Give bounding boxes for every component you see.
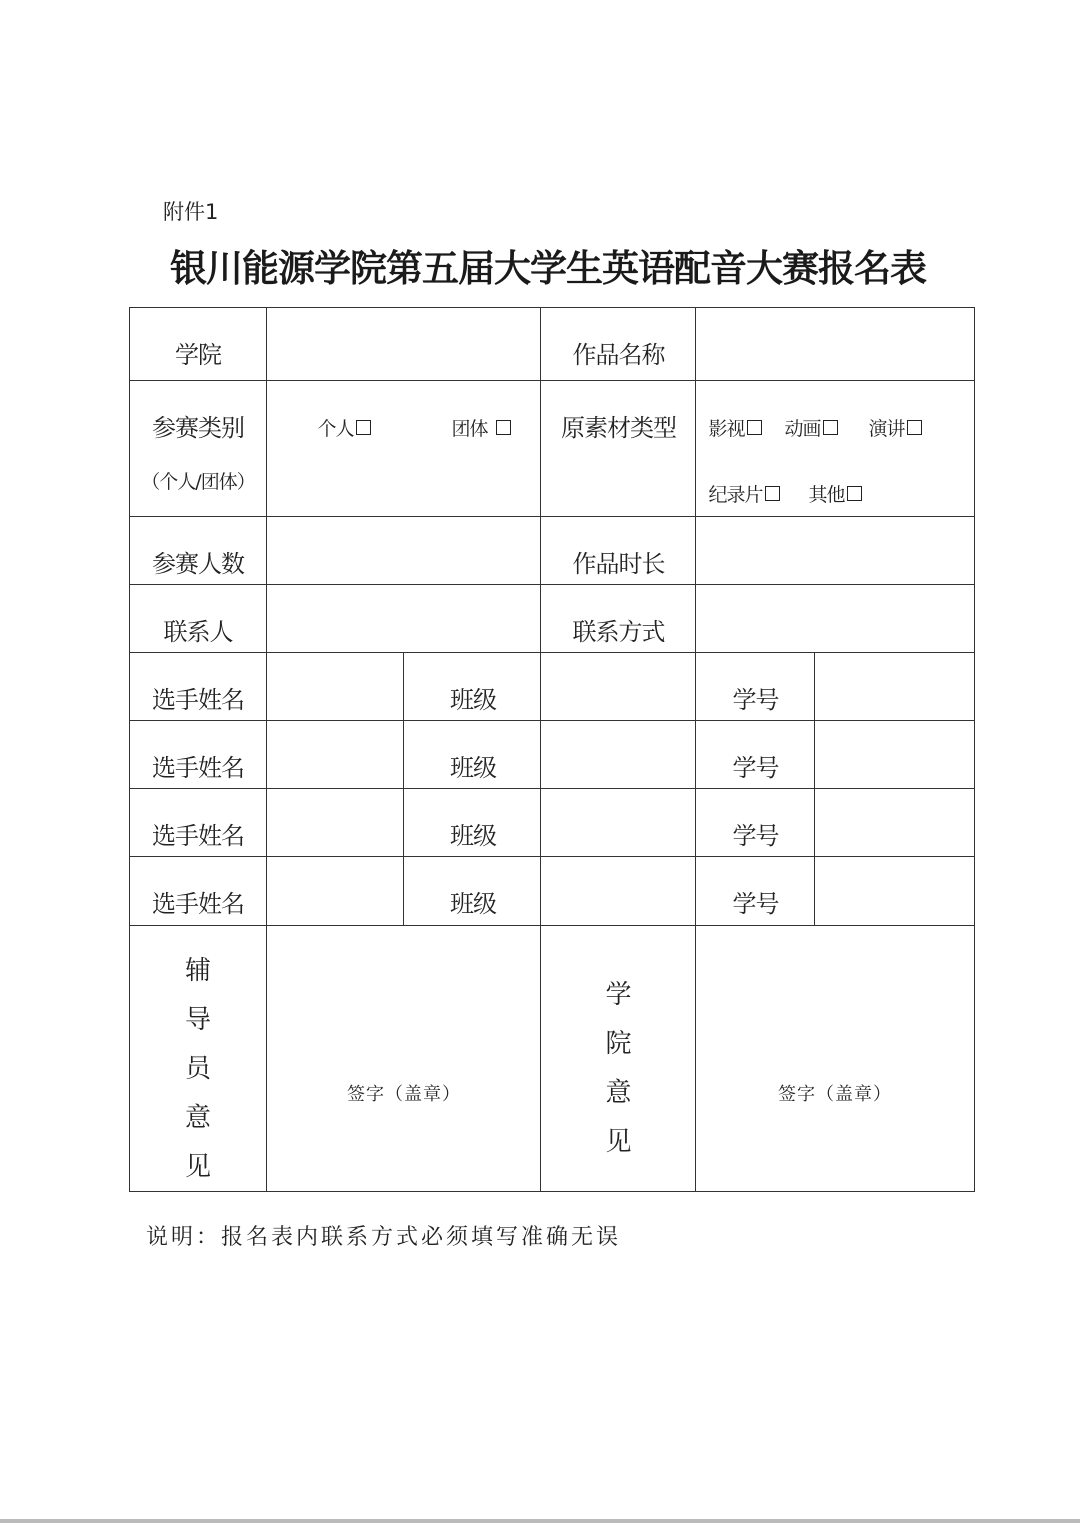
college-opinion-area[interactable] xyxy=(697,927,973,1190)
form-note: 说明：报名表内联系方式必须填写准确无误 xyxy=(146,1225,622,1250)
category-hint: （个人/团体） xyxy=(141,470,255,493)
material-film-checkbox[interactable] xyxy=(747,420,762,435)
player-name-input[interactable] xyxy=(268,790,402,855)
college-label: 学院 xyxy=(175,340,221,369)
player-name-input[interactable] xyxy=(268,722,402,787)
advisor-opinion-label xyxy=(129,947,267,1192)
advisor-char: 员 xyxy=(184,1054,211,1084)
material-option-label: 其他 xyxy=(808,483,845,506)
material-option-label: 影视 xyxy=(708,417,745,440)
registration-form-table xyxy=(129,307,975,1192)
individual-checkbox[interactable] xyxy=(356,420,371,435)
player-name-input[interactable] xyxy=(268,858,402,923)
work-name-label: 作品名称 xyxy=(572,340,665,369)
player-id-label: 学号 xyxy=(732,821,779,850)
individual-label: 个人 xyxy=(317,417,354,440)
work-duration-label: 作品时长 xyxy=(572,549,665,578)
participant-count-label: 参赛人数 xyxy=(152,549,244,578)
material-documentary-checkbox[interactable] xyxy=(765,486,780,501)
advisor-opinion-area[interactable] xyxy=(268,927,539,1190)
team-label: 团体 xyxy=(451,417,488,440)
college-char: 意 xyxy=(605,1078,632,1108)
work-duration-input[interactable] xyxy=(697,518,973,583)
college-char: 见 xyxy=(605,1127,632,1157)
player-id-input[interactable] xyxy=(816,858,973,923)
college-char: 学 xyxy=(605,980,632,1010)
player-class-input[interactable] xyxy=(542,858,694,923)
advisor-char: 导 xyxy=(184,1005,211,1035)
page-edge-divider xyxy=(0,1519,1080,1523)
contact-person-label: 联系人 xyxy=(163,617,233,646)
material-speech-checkbox[interactable] xyxy=(907,420,922,435)
material-other-checkbox[interactable] xyxy=(847,486,862,501)
college-signature-label: 签字（盖章） xyxy=(778,1084,892,1105)
player-class-input[interactable] xyxy=(542,790,694,855)
college-opinion-label xyxy=(541,971,696,1167)
contact-person-input[interactable] xyxy=(268,586,539,651)
material-type-label: 原素材类型 xyxy=(561,413,676,442)
player-name-input[interactable] xyxy=(268,654,402,719)
material-option-film[interactable] xyxy=(705,411,765,443)
material-animation-checkbox[interactable] xyxy=(823,420,838,435)
category-individual-option[interactable] xyxy=(309,411,379,443)
advisor-char: 见 xyxy=(184,1152,211,1182)
player-name-label: 选手姓名 xyxy=(152,889,244,918)
player-id-input[interactable] xyxy=(816,654,973,719)
material-option-speech[interactable] xyxy=(864,411,926,443)
category-team-option[interactable] xyxy=(445,411,517,443)
player-id-input[interactable] xyxy=(816,722,973,787)
material-option-animation[interactable] xyxy=(780,411,842,443)
work-name-input[interactable] xyxy=(697,309,973,379)
category-label: 参赛类别 xyxy=(152,413,244,442)
participant-count-input[interactable] xyxy=(268,518,539,583)
player-id-label: 学号 xyxy=(732,753,779,782)
college-char: 院 xyxy=(605,1029,632,1059)
player-class-label: 班级 xyxy=(450,889,496,918)
contact-method-input[interactable] xyxy=(697,586,973,651)
material-option-label: 演讲 xyxy=(868,417,905,440)
player-id-label: 学号 xyxy=(732,685,779,714)
material-option-other[interactable] xyxy=(804,477,866,509)
player-id-input[interactable] xyxy=(816,790,973,855)
player-name-label: 选手姓名 xyxy=(152,685,244,714)
player-name-label: 选手姓名 xyxy=(152,821,244,850)
player-class-label: 班级 xyxy=(450,753,496,782)
player-class-label: 班级 xyxy=(450,685,496,714)
player-id-label: 学号 xyxy=(732,889,779,918)
material-option-documentary[interactable] xyxy=(704,477,784,509)
material-option-label: 动画 xyxy=(784,417,821,440)
page-title: 银川能源学院第五届大学生英语配音大赛报名表 xyxy=(170,247,926,290)
attachment-label: 附件1 xyxy=(163,200,219,224)
advisor-char: 辅 xyxy=(184,956,211,986)
player-class-input[interactable] xyxy=(542,722,694,787)
college-input[interactable] xyxy=(268,309,539,379)
player-class-input[interactable] xyxy=(542,654,694,719)
advisor-signature-label: 签字（盖章） xyxy=(347,1084,461,1105)
team-checkbox[interactable] xyxy=(496,420,511,435)
contact-method-label: 联系方式 xyxy=(572,617,665,646)
advisor-char: 意 xyxy=(184,1103,211,1133)
player-name-label: 选手姓名 xyxy=(152,753,244,782)
player-class-label: 班级 xyxy=(450,821,496,850)
material-option-label: 纪录片 xyxy=(708,483,763,506)
